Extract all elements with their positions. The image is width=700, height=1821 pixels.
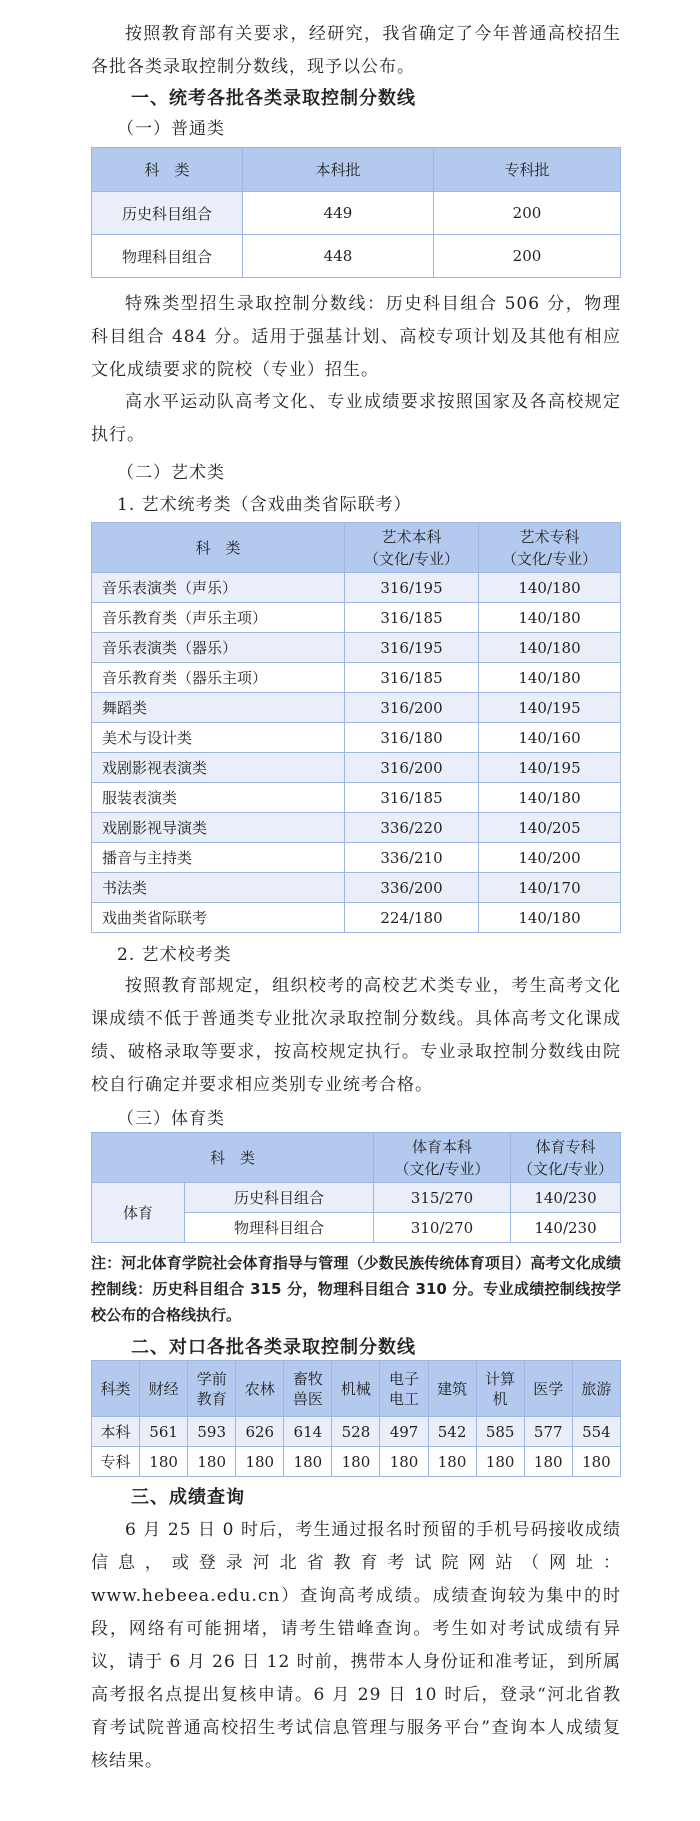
score-query-paragraph: 6 月 25 日 0 时后，考生通过报名时预留的手机号码接收成绩信息，或登录河北省教育考试院网站（网址：www.hebeea.edu.cn）查询高考成绩。成绩查询较为集中的时段，网络有可能拥堵，请考生错峰查询。考生如对考试成绩有异议，请于 6 月 26 日 12 时前，携带本人身份证和准考证，到所属高考报名点提出复核申请。6 月 29 日 10 时后，登录“河北省教育考试院普通高校招生考试信息管理与服务平台”查询本人成绩复核结果。 bbox=[91, 1520, 621, 1771]
table-header: 学前 教育 bbox=[188, 1361, 236, 1417]
table-cell: 336/200 bbox=[345, 873, 479, 903]
table-row-label: 戏剧影视表演类 bbox=[92, 753, 345, 783]
table-row-label: 服装表演类 bbox=[92, 783, 345, 813]
table-cell: 140/200 bbox=[479, 843, 621, 873]
table-cell: 180 bbox=[332, 1447, 380, 1477]
table-cell: 542 bbox=[428, 1417, 476, 1447]
table-row bbox=[92, 813, 621, 843]
art-table-body bbox=[92, 573, 621, 933]
table-cell: 315/270 bbox=[373, 1183, 510, 1213]
table-cell: 140/180 bbox=[479, 903, 621, 933]
table-row-label: 专科 bbox=[92, 1447, 140, 1477]
header-category: 科 类 bbox=[92, 148, 243, 192]
table-cell: 180 bbox=[380, 1447, 428, 1477]
table-header: 计算 机 bbox=[476, 1361, 524, 1417]
table-header: 建筑 bbox=[428, 1361, 476, 1417]
table-row bbox=[92, 753, 621, 783]
table-row bbox=[92, 903, 621, 933]
section2-title: 二、对口各批各类录取控制分数线 bbox=[131, 1337, 416, 1358]
table-cell: 593 bbox=[188, 1417, 236, 1447]
table-row bbox=[92, 783, 621, 813]
art-school-exam-paragraph: 按照教育部规定，组织校考的高校艺术类专业，考生高考文化课成绩不低于普通类专业批次录取控制分数线。具体高考文化课成绩、破格录取等要求，按高校规定执行。专业录取控制分数线由院校自行确定并要求相应类别专业统考合格。 bbox=[91, 976, 621, 1095]
table-cell: 180 bbox=[524, 1447, 572, 1477]
table-row-label: 物理科目组合 bbox=[92, 235, 243, 278]
sports-group-label: 体育 bbox=[92, 1183, 185, 1243]
table-header: 畜牧 兽医 bbox=[284, 1361, 332, 1417]
table-cell: 140/195 bbox=[479, 753, 621, 783]
header-junior: 专科批 bbox=[434, 148, 621, 192]
table-row bbox=[92, 573, 621, 603]
table-row-label: 音乐表演类（器乐） bbox=[92, 633, 345, 663]
table-cell: 336/220 bbox=[345, 813, 479, 843]
table-cell: 180 bbox=[140, 1447, 188, 1477]
table-cell: 310/270 bbox=[373, 1213, 510, 1243]
section1-title: 一、统考各批各类录取控制分数线 bbox=[131, 88, 416, 109]
table-cell: 140/170 bbox=[479, 873, 621, 903]
vocational-score-table bbox=[91, 1360, 621, 1477]
sports-score-table bbox=[91, 1132, 621, 1243]
table-row-label: 历史科目组合 bbox=[92, 192, 243, 235]
subsection-art-title: （二）艺术类 bbox=[117, 463, 225, 483]
art-school-exam-title: 2. 艺术校考类 bbox=[117, 945, 232, 965]
table-cell: 140/205 bbox=[479, 813, 621, 843]
table-cell: 497 bbox=[380, 1417, 428, 1447]
table-row bbox=[92, 663, 621, 693]
table-row bbox=[92, 1447, 621, 1477]
table-cell: 316/195 bbox=[345, 633, 479, 663]
table-row-label: 美术与设计类 bbox=[92, 723, 345, 753]
table-cell: 140/180 bbox=[479, 663, 621, 693]
intro-paragraph: 按照教育部有关要求，经研究，我省确定了今年普通高校招生各批各类录取控制分数线，现予以公布。 bbox=[91, 24, 621, 77]
header-category: 科 类 bbox=[92, 523, 345, 573]
table-row bbox=[92, 723, 621, 753]
table-header: 财经 bbox=[140, 1361, 188, 1417]
table-cell: 614 bbox=[284, 1417, 332, 1447]
table-cell: 180 bbox=[284, 1447, 332, 1477]
table-cell: 316/185 bbox=[345, 663, 479, 693]
table-row bbox=[92, 843, 621, 873]
table-cell: 140/230 bbox=[510, 1213, 620, 1243]
subsection-ordinary-title: （一）普通类 bbox=[117, 119, 225, 139]
table-row-label: 舞蹈类 bbox=[92, 693, 345, 723]
table-cell: 316/185 bbox=[345, 783, 479, 813]
sports-team-paragraph: 高水平运动队高考文化、专业成绩要求按照国家及各高校规定执行。 bbox=[91, 392, 621, 445]
header-sports-undergrad: 体育本科 （文化/专业） bbox=[373, 1133, 510, 1183]
header-undergrad: 本科批 bbox=[243, 148, 434, 192]
table-cell: 140/160 bbox=[479, 723, 621, 753]
subsection-sports-title: （三）体育类 bbox=[117, 1109, 225, 1129]
table-row-label: 音乐教育类（器乐主项） bbox=[92, 663, 345, 693]
vocational-table-body bbox=[92, 1361, 621, 1477]
table-row-label: 本科 bbox=[92, 1417, 140, 1447]
table-cell: 180 bbox=[572, 1447, 620, 1477]
table-row bbox=[92, 693, 621, 723]
table-header: 旅游 bbox=[572, 1361, 620, 1417]
section3-title: 三、成绩查询 bbox=[131, 1487, 245, 1508]
table-row-label: 物理科目组合 bbox=[185, 1213, 374, 1243]
table-header-row bbox=[92, 1361, 621, 1417]
header-art-undergrad: 艺术本科 （文化/专业） bbox=[345, 523, 479, 573]
table-header: 机械 bbox=[332, 1361, 380, 1417]
table-cell: 140/180 bbox=[479, 783, 621, 813]
table-cell: 316/195 bbox=[345, 573, 479, 603]
table-cell: 180 bbox=[476, 1447, 524, 1477]
table-row-label: 播音与主持类 bbox=[92, 843, 345, 873]
table-cell: 316/185 bbox=[345, 603, 479, 633]
table-header: 电子 电工 bbox=[380, 1361, 428, 1417]
table-cell: 316/200 bbox=[345, 693, 479, 723]
header-sports-junior: 体育专科 （文化/专业） bbox=[510, 1133, 620, 1183]
table-cell: 180 bbox=[236, 1447, 284, 1477]
table-cell: 224/180 bbox=[345, 903, 479, 933]
ordinary-score-table bbox=[91, 147, 621, 278]
table-row-label: 历史科目组合 bbox=[185, 1183, 374, 1213]
table-header: 科类 bbox=[92, 1361, 140, 1417]
table-row-label: 戏曲类省际联考 bbox=[92, 903, 345, 933]
table-cell: 528 bbox=[332, 1417, 380, 1447]
table-cell: 180 bbox=[428, 1447, 476, 1477]
table-row bbox=[92, 603, 621, 633]
table-cell: 200 bbox=[434, 235, 621, 278]
table-cell: 585 bbox=[476, 1417, 524, 1447]
table-row bbox=[92, 633, 621, 663]
table-row-label: 音乐教育类（声乐主项） bbox=[92, 603, 345, 633]
table-row bbox=[92, 873, 621, 903]
table-cell: 626 bbox=[236, 1417, 284, 1447]
header-art-junior: 艺术专科 （文化/专业） bbox=[479, 523, 621, 573]
table-cell: 577 bbox=[524, 1417, 572, 1447]
table-cell: 200 bbox=[434, 192, 621, 235]
table-cell: 140/180 bbox=[479, 633, 621, 663]
table-cell: 316/200 bbox=[345, 753, 479, 783]
table-row bbox=[92, 1417, 621, 1447]
special-type-paragraph: 特殊类型招生录取控制分数线：历史科目组合 506 分，物理科目组合 484 分。适用于强基计划、高校专项计划及其他有相应文化成绩要求的院校（专业）招生。 bbox=[91, 294, 621, 380]
table-row-label: 书法类 bbox=[92, 873, 345, 903]
table-cell: 561 bbox=[140, 1417, 188, 1447]
table-cell: 554 bbox=[572, 1417, 620, 1447]
table-row-label: 音乐表演类（声乐） bbox=[92, 573, 345, 603]
table-cell: 449 bbox=[243, 192, 434, 235]
table-header: 医学 bbox=[524, 1361, 572, 1417]
art-unified-title: 1. 艺术统考类（含戏曲类省际联考） bbox=[117, 495, 412, 515]
table-cell: 140/180 bbox=[479, 603, 621, 633]
table-cell: 180 bbox=[188, 1447, 236, 1477]
table-cell: 336/210 bbox=[345, 843, 479, 873]
table-header: 农林 bbox=[236, 1361, 284, 1417]
table-cell: 140/230 bbox=[510, 1183, 620, 1213]
table-cell: 140/195 bbox=[479, 693, 621, 723]
sports-note: 注：河北体育学院社会体育指导与管理（少数民族传统体育项目）高考文化成绩控制线：历史科目组合 315 分，物理科目组合 310 分。专业成绩控制线按学校公布的合格线执行。 bbox=[91, 1254, 621, 1324]
table-cell: 448 bbox=[243, 235, 434, 278]
table-cell: 316/180 bbox=[345, 723, 479, 753]
header-category: 科 类 bbox=[92, 1133, 374, 1183]
table-cell: 140/180 bbox=[479, 573, 621, 603]
art-score-table bbox=[91, 522, 621, 933]
table-row-label: 戏剧影视导演类 bbox=[92, 813, 345, 843]
